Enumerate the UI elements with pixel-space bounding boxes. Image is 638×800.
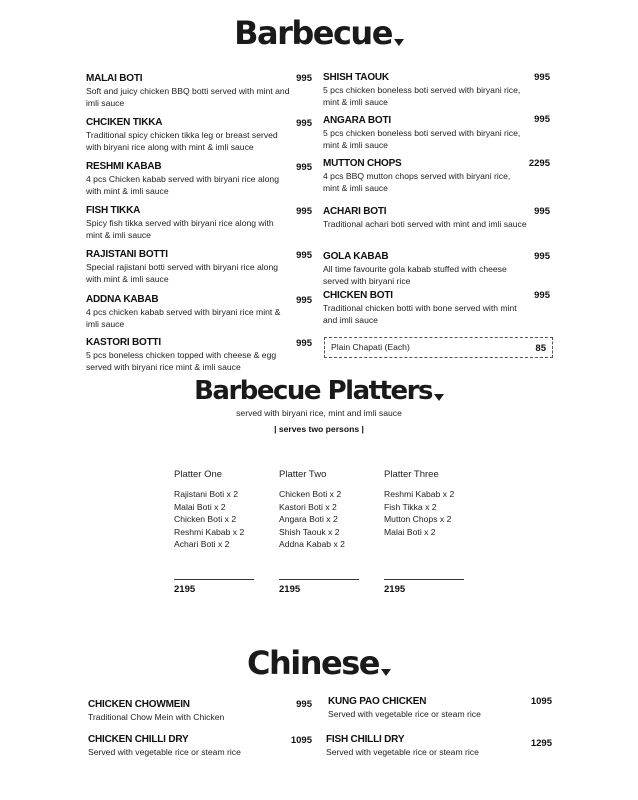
item-name: KUNG PAO CHICKEN <box>328 696 427 707</box>
item-price: 995 <box>296 699 312 710</box>
platter-price: 2195 <box>174 579 254 595</box>
platter-line: Kastori Boti x 2 <box>279 501 337 512</box>
barbecue-title: Barbecue <box>0 14 638 52</box>
chinese-title: Chinese <box>0 644 638 682</box>
item-description: 4 pcs BBQ mutton chops served with biryani rice, mint & imli sauce <box>323 171 511 193</box>
platters-serves: | serves two persons | <box>274 424 364 434</box>
platter-line: Mutton Chops x 2 <box>384 514 452 524</box>
item-price: 995 <box>296 338 312 349</box>
platter-line: Angara Boti x 2 <box>279 514 338 524</box>
platter-one <box>174 469 274 551</box>
platter-three <box>384 469 484 538</box>
menu-item-addna-kabab <box>86 294 291 330</box>
item-description: 4 pcs Chicken kabab served with biryani rice along with mint & imli sauce <box>86 174 279 196</box>
menu-item-kung-pao-chicken <box>328 696 533 721</box>
platters-subtitle: served with biryani rice, mint and imli sauce <box>236 408 402 418</box>
platter-name: Platter One <box>174 469 223 480</box>
item-price: 1095 <box>530 696 552 707</box>
item-description: Traditional Chow Mein with Chicken <box>88 712 225 722</box>
platter-line: Malai Boti x 2 <box>174 501 226 512</box>
menu-item-angara-boti <box>323 115 528 151</box>
item-description: Traditional chicken botti with bone served with mint and imli sauce <box>323 303 517 325</box>
platter-line: Reshmi Kabab x 2 <box>174 526 245 537</box>
item-description: Traditional spicy chicken tikka leg or breast served with biryani rice along with mint & imli sauce <box>86 130 278 152</box>
menu-item-chicken-chowmein <box>88 699 293 724</box>
chapati-label: Plain Chapati (Each) <box>331 342 410 352</box>
item-name: ACHARI BOTI <box>323 206 387 217</box>
item-price: 995 <box>534 206 550 217</box>
item-name: CHCIKEN TIKKA <box>86 117 163 128</box>
item-name: GOLA KABAB <box>323 251 389 262</box>
item-name: FISH CHILLI DRY <box>326 734 405 745</box>
item-price: 995 <box>296 73 312 84</box>
chapati-price: 85 <box>535 343 546 354</box>
item-name: CHICKEN BOTI <box>323 290 393 301</box>
platter-line: Chicken Boti x 2 <box>279 489 342 499</box>
platters-title: Barbecue Platters <box>0 376 638 406</box>
item-name: CHICKEN CHOWMEIN <box>88 699 190 710</box>
item-price: 995 <box>296 295 312 306</box>
item-name: MALAI BOTI <box>86 73 143 84</box>
item-description: Served with vegetable rice or steam rice <box>326 747 479 757</box>
menu-item-achari-boti <box>323 206 528 231</box>
item-price: 995 <box>296 206 312 217</box>
item-name: KASTORI BOTTI <box>86 337 161 348</box>
menu-item-chicken-chilli-dry <box>88 734 293 759</box>
platter-price: 2195 <box>279 579 359 595</box>
platter-line: Shish Taouk x 2 <box>279 526 340 537</box>
item-description: Spicy fish tikka served with biryani rice along with mint & imli sauce <box>86 218 274 240</box>
menu-item-mutton-chops <box>323 158 528 194</box>
menu-item-kastori-botti <box>86 337 291 373</box>
platter-line: Malai Boti x 2 <box>384 526 436 537</box>
menu-item-fish-chilli-dry <box>326 734 531 759</box>
item-name: RAJISTANI BOTTI <box>86 249 168 260</box>
platter-line: Rajistani Boti x 2 <box>174 489 239 499</box>
triangle-down-icon <box>394 39 404 46</box>
item-name: MUTTON CHOPS <box>323 158 402 169</box>
item-price: 995 <box>296 118 312 129</box>
platter-two <box>279 469 379 551</box>
menu-item-chicken-tikka <box>86 117 291 153</box>
item-description: Served with vegetable rice or steam rice <box>88 747 241 757</box>
triangle-down-icon <box>434 394 444 401</box>
platter-line: Addna Kabab x 2 <box>279 539 345 549</box>
menu-item-gola-kabab <box>323 251 528 287</box>
item-description: 5 pcs boneless chicken topped with cheese & egg served with biryani rice mint & imli sauce <box>86 350 277 372</box>
item-description: 5 pcs chicken boneless boti served with biryani rice, mint & imli sauce <box>323 85 521 107</box>
platter-line: Reshmi Kabab x 2 <box>384 489 455 499</box>
triangle-down-icon <box>381 669 391 676</box>
item-price: 995 <box>296 162 312 173</box>
platter-line: Fish Tikka x 2 <box>384 501 437 512</box>
item-price: 995 <box>534 290 550 301</box>
platter-name: Platter Three <box>384 469 439 480</box>
menu-item-malai-boti <box>86 73 291 109</box>
item-name: RESHMI KABAB <box>86 161 162 172</box>
platter-price: 2195 <box>384 579 464 595</box>
item-price: 1295 <box>530 738 552 749</box>
item-description: 5 pcs chicken boneless boti served with biryani rice, mint & imli sauce <box>323 128 521 150</box>
item-description: Special rajistani botti served with biryani rice along with mint & imli sauce <box>86 262 279 284</box>
item-name: FISH TIKKA <box>86 205 141 216</box>
chapati-box <box>324 337 553 358</box>
item-price: 995 <box>296 250 312 261</box>
item-name: CHICKEN CHILLI DRY <box>88 734 189 745</box>
item-name: SHISH TAOUK <box>323 72 389 83</box>
menu-item-rajistani-botti <box>86 249 291 285</box>
item-name: ANGARA BOTI <box>323 115 391 126</box>
item-description: 4 pcs chicken kabab served with biryani rice mint & imli sauce <box>86 307 281 329</box>
item-price: 2295 <box>528 158 550 169</box>
platter-name: Platter Two <box>279 469 327 480</box>
platter-line: Achari Boti x 2 <box>174 539 230 549</box>
menu-item-shish-taouk <box>323 72 528 108</box>
platter-line: Chicken Boti x 2 <box>174 514 237 524</box>
menu-item-fish-tikka <box>86 205 291 241</box>
menu-item-reshmi-kabab <box>86 161 291 197</box>
menu-item-chicken-boti <box>323 290 528 326</box>
item-price: 995 <box>534 114 550 125</box>
item-price: 1095 <box>290 735 312 746</box>
item-description: Soft and juicy chicken BBQ botti served with mint and imli sauce <box>86 86 290 108</box>
item-description: All time favourite gola kabab stuffed with cheese served with biryani rice <box>323 264 507 286</box>
item-price: 995 <box>534 251 550 262</box>
item-description: Served with vegetable rice or steam rice <box>328 709 481 719</box>
item-name: ADDNA KABAB <box>86 294 159 305</box>
item-description: Traditional achari boti served with mint and imli sauce <box>323 219 527 229</box>
item-price: 995 <box>534 72 550 83</box>
